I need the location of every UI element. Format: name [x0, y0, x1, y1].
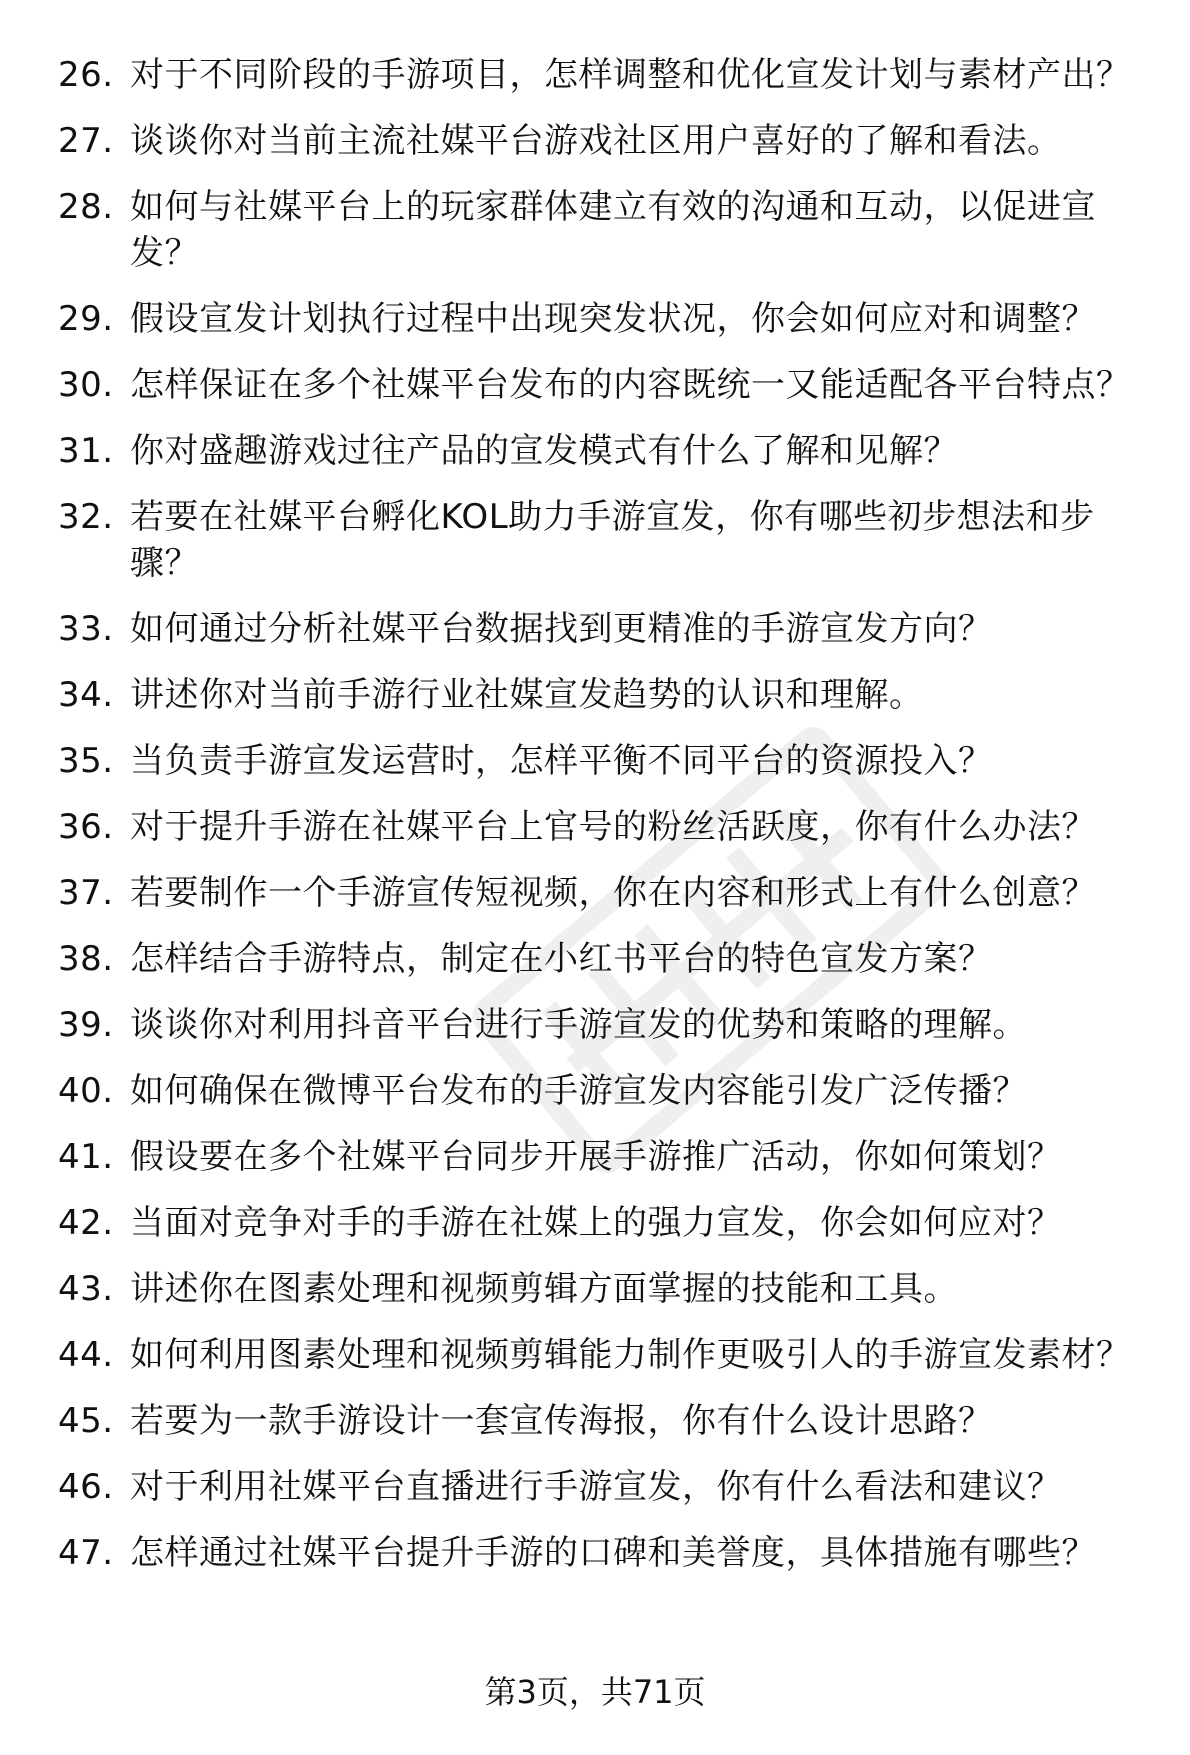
question-number: 40. [58, 1071, 114, 1111]
question-text: 讲述你在图素处理和视频剪辑方面掌握的技能和工具。 [130, 1269, 958, 1309]
question-text: 若要为一款手游设计一套宣传海报，你有什么设计思路？ [130, 1401, 993, 1441]
question-text: 如何利用图素处理和视频剪辑能力制作更吸引人的手游宣发素材？ [130, 1335, 1131, 1375]
question-item [58, 184, 1138, 276]
question-number: 33. [58, 609, 114, 649]
question-number: 32. [58, 497, 114, 537]
question-text: 假设要在多个社媒平台同步开展手游推广活动，你如何策划？ [130, 1137, 1062, 1177]
question-text: 如何与社媒平台上的玩家群体建立有效的沟通和互动，以促进宣发？ [130, 187, 1096, 273]
question-number: 47. [58, 1533, 114, 1573]
question-item [58, 494, 1138, 586]
question-text: 你对盛趣游戏过往产品的宣发模式有什么了解和见解？ [130, 431, 958, 471]
question-item [58, 1134, 1138, 1180]
question-text: 若要在社媒平台孵化KOL助力手游宣发，你有哪些初步想法和步骤？ [130, 497, 1095, 583]
question-number: 39. [58, 1005, 114, 1045]
question-item [58, 52, 1138, 98]
question-text: 怎样结合手游特点，制定在小红书平台的特色宣发方案？ [130, 939, 993, 979]
question-number: 42. [58, 1203, 114, 1243]
question-text: 对于不同阶段的手游项目，怎样调整和优化宣发计划与素材产出？ [130, 55, 1131, 95]
question-item [58, 1530, 1138, 1576]
question-text: 当负责手游宣发运营时，怎样平衡不同平台的资源投入？ [130, 741, 993, 781]
question-text: 怎样通过社媒平台提升手游的口碑和美誉度，具体措施有哪些？ [130, 1533, 1096, 1573]
question-text: 怎样保证在多个社媒平台发布的内容既统一又能适配各平台特点？ [130, 365, 1131, 405]
question-item [58, 804, 1138, 850]
question-item [58, 1266, 1138, 1312]
question-text: 如何通过分析社媒平台数据找到更精准的手游宣发方向？ [130, 609, 993, 649]
question-number: 29. [58, 299, 114, 339]
question-number: 26. [58, 55, 114, 95]
question-text: 如何确保在微博平台发布的手游宣发内容能引发广泛传播？ [130, 1071, 1027, 1111]
question-number: 30. [58, 365, 114, 405]
question-text: 当面对竞争对手的手游在社媒上的强力宣发，你会如何应对？ [130, 1203, 1062, 1243]
question-list [58, 52, 1138, 1596]
question-text: 谈谈你对利用抖音平台进行手游宣发的优势和策略的理解。 [130, 1005, 1027, 1045]
page-footer [0, 1672, 1190, 1712]
question-text: 对于利用社媒平台直播进行手游宣发，你有什么看法和建议？ [130, 1467, 1062, 1507]
question-item [58, 870, 1138, 916]
question-number: 36. [58, 807, 114, 847]
question-item [58, 672, 1138, 718]
question-item [58, 428, 1138, 474]
question-text: 谈谈你对当前主流社媒平台游戏社区用户喜好的了解和看法。 [130, 121, 1062, 161]
question-item [58, 1464, 1138, 1510]
question-number: 41. [58, 1137, 114, 1177]
question-item [58, 738, 1138, 784]
question-number: 38. [58, 939, 114, 979]
question-item [58, 936, 1138, 982]
question-text: 讲述你对当前手游行业社媒宣发趋势的认识和理解。 [130, 675, 924, 715]
question-number: 35. [58, 741, 114, 781]
question-item [58, 1200, 1138, 1246]
question-item [58, 1068, 1138, 1114]
question-number: 43. [58, 1269, 114, 1309]
question-text: 对于提升手游在社媒平台上官号的粉丝活跃度，你有什么办法？ [130, 807, 1096, 847]
question-item [58, 296, 1138, 342]
question-item [58, 1398, 1138, 1444]
question-number: 27. [58, 121, 114, 161]
question-number: 34. [58, 675, 114, 715]
question-item [58, 362, 1138, 408]
question-item [58, 118, 1138, 164]
page-number-label: 第3页，共71页 [484, 1673, 706, 1711]
question-item [58, 1002, 1138, 1048]
question-number: 31. [58, 431, 114, 471]
question-number: 44. [58, 1335, 114, 1375]
question-number: 46. [58, 1467, 114, 1507]
question-number: 37. [58, 873, 114, 913]
question-number: 45. [58, 1401, 114, 1441]
question-text: 假设宣发计划执行过程中出现突发状况，你会如何应对和调整？ [130, 299, 1096, 339]
question-text: 若要制作一个手游宣传短视频，你在内容和形式上有什么创意？ [130, 873, 1096, 913]
question-number: 28. [58, 187, 114, 227]
question-item [58, 1332, 1138, 1378]
question-item [58, 606, 1138, 652]
